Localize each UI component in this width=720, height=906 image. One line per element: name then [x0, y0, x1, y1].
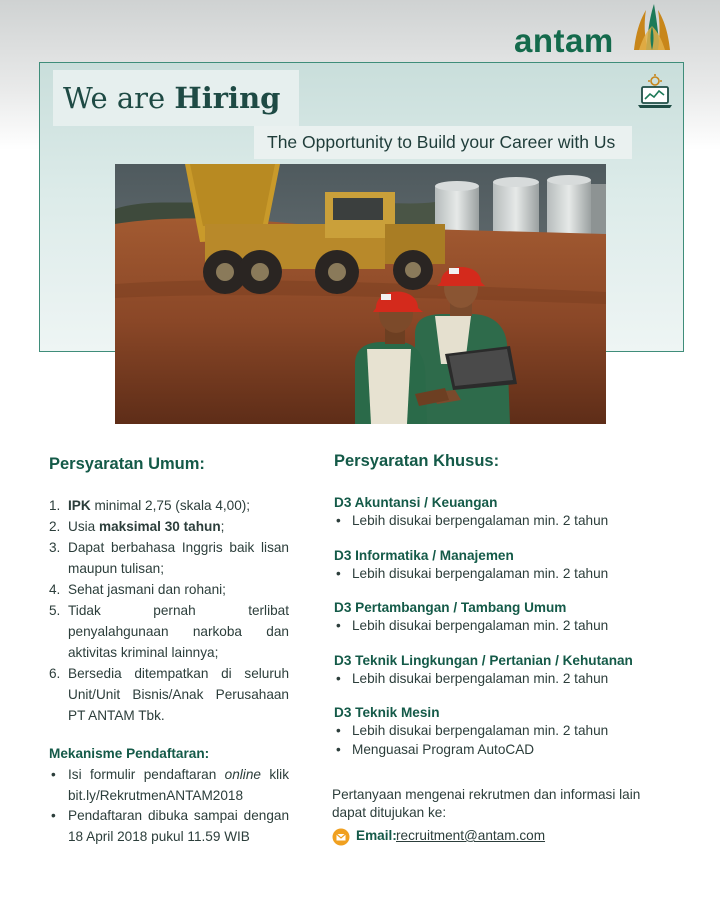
bullet: • — [336, 670, 341, 686]
bullet: • — [336, 618, 341, 633]
list-item — [49, 516, 289, 537]
requirement-title: D3 Teknik Mesin — [334, 705, 440, 720]
registration-link-text: klik bit.ly/RekrutmenANTAM2018 — [68, 767, 289, 803]
requirement-title: D3 Informatika / Manajemen — [334, 547, 514, 563]
requirement-item — [334, 670, 664, 689]
requirement-item — [334, 722, 664, 741]
requirement-text: Lebih disukai berpengalaman min. 2 tahun — [352, 723, 609, 738]
list-item — [49, 600, 289, 663]
logo-wordmark: antam — [514, 22, 614, 59]
requirement-group — [334, 704, 664, 759]
logo-emblem-icon — [630, 2, 674, 54]
requirement-text: Menguasai Program AutoCAD — [352, 741, 535, 757]
list-item-text: Tidak pernah terlibat penyalahgunaan narkoba dan aktivitas kriminal lainnya; — [68, 603, 289, 660]
antam-logo — [514, 2, 684, 60]
special-requirements — [334, 452, 664, 759]
hero-title-bold: Hiring — [174, 81, 281, 115]
contact-note: Pertanyaan mengenai rekrutmen dan informasi lain dapat ditujukan ke: — [332, 787, 641, 820]
bullet: • — [336, 723, 341, 738]
bullet: • — [51, 808, 56, 823]
list-item — [49, 663, 289, 726]
mechanism-heading: Mekanisme Pendaftaran: — [49, 746, 210, 761]
requirement-text: Lebih disukai berpengalaman min. 2 tahun — [352, 670, 609, 686]
list-number: 3. — [49, 540, 61, 555]
email-label: Email: — [356, 828, 397, 843]
mechanism-list — [49, 765, 289, 847]
list-item-text: Pendaftaran dibuka sampai dengan 18 April 2018 pukul 11.59 WIB — [68, 808, 289, 844]
list-number: 6. — [49, 666, 61, 681]
requirement-text: Lebih disukai berpengalaman min. 2 tahun — [352, 618, 609, 633]
list-item — [49, 806, 289, 847]
requirement-group — [334, 652, 664, 689]
list-item-text: Isi formulir pendaftaran — [68, 767, 225, 782]
requirement-item — [334, 617, 664, 636]
requirement-item — [334, 512, 664, 531]
requirement-text: Lebih disukai berpengalaman min. 2 tahun — [352, 565, 609, 581]
list-item — [49, 537, 289, 579]
registration-mechanism — [49, 746, 289, 847]
list-item — [49, 765, 289, 806]
list-item-bold: maksimal 30 tahun — [98, 519, 221, 534]
general-heading: Persyaratan Umum: — [49, 455, 205, 473]
bullet: • — [51, 767, 56, 782]
list-item-text: Bersedia ditempatkan di seluruh Unit/Unit Bisnis/Anak Perusahaan PT ANTAM Tbk. — [68, 666, 289, 723]
requirement-group — [334, 547, 664, 584]
list-item — [49, 495, 289, 516]
list-item-italic: online — [224, 767, 261, 782]
list-item-text: ; — [220, 519, 225, 534]
requirement-title: D3 Akuntansi / Keuangan — [334, 495, 498, 510]
list-item-text: Dapat berbahasa Inggris baik lisan maupun tulisan; — [68, 540, 289, 576]
list-number: 4. — [49, 582, 61, 597]
hero-subtitle: The Opportunity to Build your Career with Us — [254, 126, 632, 159]
laptop-chart-icon — [636, 73, 674, 111]
hero-photo — [115, 164, 606, 424]
list-item-text: Sehat jasmani dan rohani; — [68, 582, 226, 597]
bullet: • — [336, 513, 341, 528]
list-number: 2. — [49, 519, 61, 534]
requirement-item — [334, 741, 664, 760]
bullet: • — [336, 565, 341, 581]
general-list — [49, 495, 289, 726]
email-icon — [332, 828, 350, 846]
requirement-group — [334, 494, 664, 531]
requirement-title: D3 Teknik Lingkungan / Pertanian / Kehutanan — [334, 652, 633, 668]
requirement-text: Lebih disukai berpengalaman min. 2 tahun — [352, 513, 609, 528]
list-number: 5. — [49, 603, 61, 618]
list-item-bold: IPK — [68, 498, 91, 513]
bullet: • — [336, 741, 341, 757]
list-number: 1. — [49, 498, 61, 513]
hero-title-normal: We are — [63, 81, 175, 115]
email-link[interactable]: recruitment@antam.com — [396, 828, 546, 843]
mining-site-photo — [115, 164, 606, 424]
requirement-group — [334, 599, 664, 636]
requirement-title: D3 Pertambangan / Tambang Umum — [334, 600, 567, 615]
list-item-text: minimal 2,75 (skala 4,00); — [90, 498, 251, 513]
hero-title — [53, 70, 299, 126]
requirement-item — [334, 565, 664, 584]
special-heading: Persyaratan Khusus: — [334, 452, 500, 470]
list-item-text: Usia — [68, 519, 99, 534]
list-item — [49, 579, 289, 600]
general-requirements — [49, 455, 289, 847]
